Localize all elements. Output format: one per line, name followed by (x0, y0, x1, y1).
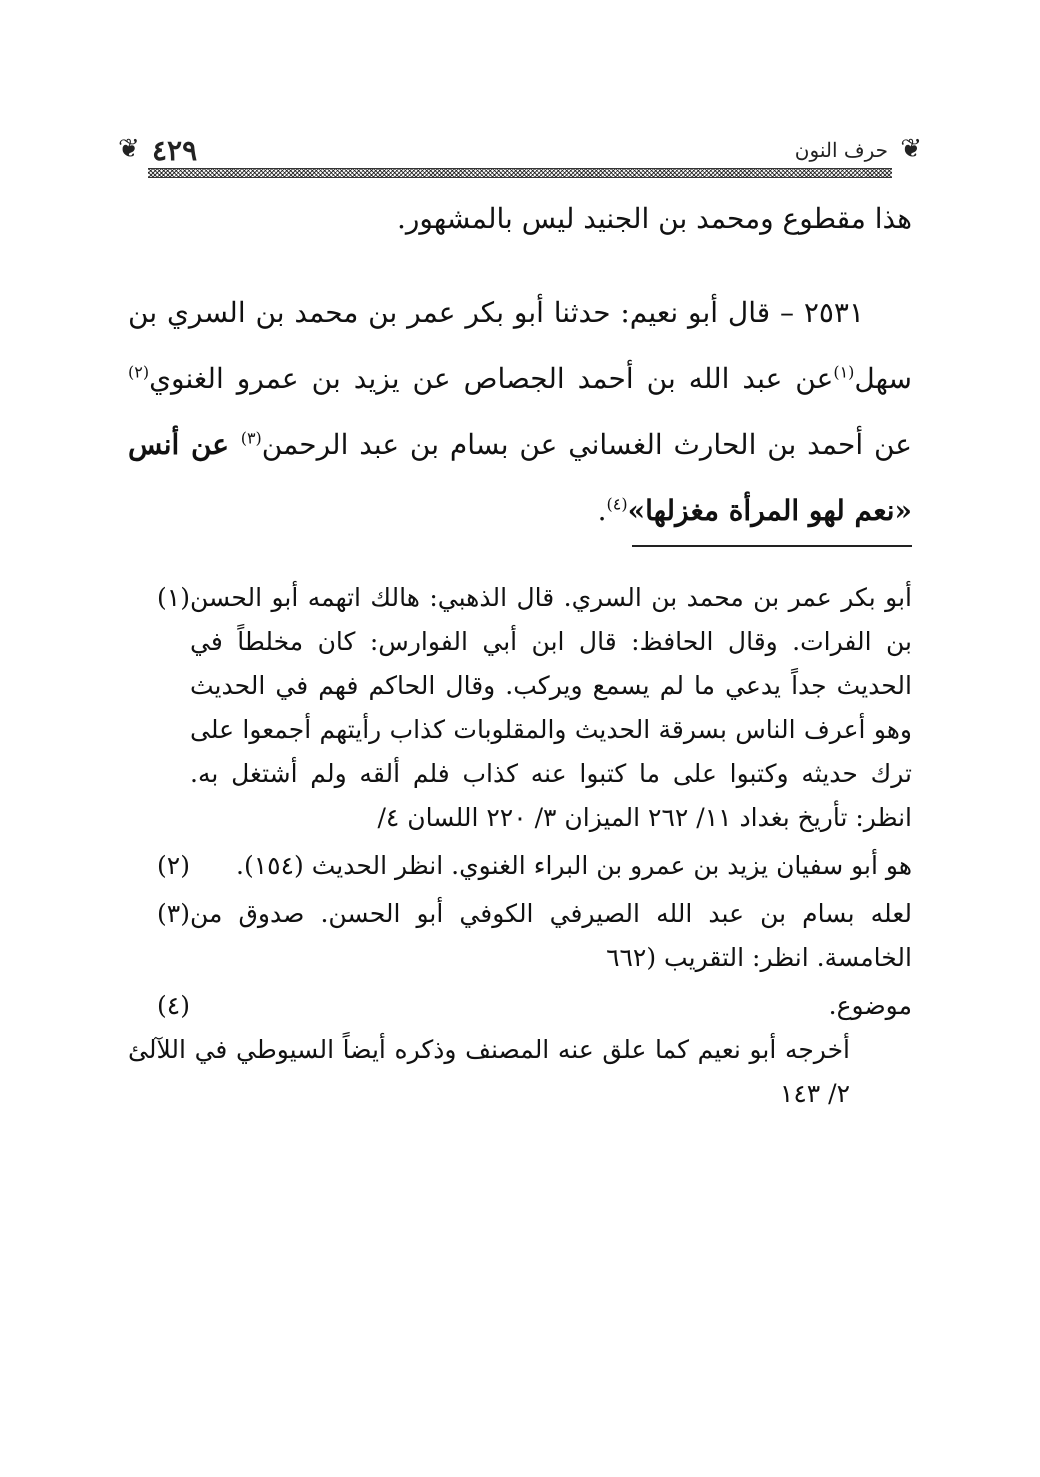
footnote-text: لعله بسام بن عبد الله الصيرفي الكوفي أبو الحسن. صدوق من الخامسة. انظر: التقريب (٦٦٢ (190, 899, 912, 972)
header-rule (148, 168, 892, 178)
footnote-ref[interactable]: (٣) (240, 428, 262, 448)
hadith-text (128, 280, 912, 544)
footnote-ref[interactable]: (١) (833, 362, 855, 382)
hadith-isnad-part: ٢٥٣١ – قال أبو نعيم: حدثنا أبو بكر عمر بن محمد بن السري بن سهل (128, 296, 912, 395)
footnote-item (128, 844, 912, 888)
hadith-isnad-part: عن عبد الله بن أحمد الجصاص عن يزيد بن عمرو الغنوي (149, 362, 834, 395)
chapter-title: حرف النون (794, 138, 888, 162)
footnote-ref[interactable]: (٢) (128, 362, 150, 382)
paragraph-text: هذا مقطوع ومحمد بن الجنيد ليس بالمشهور. (396, 202, 912, 235)
page-header (118, 128, 922, 178)
footnote-number: (٤) (157, 991, 190, 1020)
hadith-narrator: عن أنس (128, 428, 241, 461)
hadith-isnad-part: عن أحمد بن الحارث الغساني عن بسام بن عبد الرحمن (261, 428, 913, 461)
footnote-continuation: أخرجه أبو نعيم كما علق عنه المصنف وذكره أيضاً السيوطي في اللآلئ ٢/ ١٤٣ (128, 1035, 850, 1108)
ornament-icon: ❦ (900, 134, 922, 164)
footnote-ref[interactable]: (٤) (606, 494, 628, 514)
footnote-text: أبو بكر عمر بن محمد بن السري. قال الذهبي: هالك اتهمه أبو الحسن بن الفرات. وقال الحافظ: قال ابن أبي الفوارس: كان مخلطاً في الحديث جداً يدعي ما لم يسمع ويركب. وقال الحاكم فهم في الحديث وهو أعرف الناس بسرقة الحديث والمقلوبات كذاب رأيتهم أجمعوا على ترك حديثه وكتبوا على ما كتبوا عنه كذاب فلم ألقه ولم أشتغل به. انظر: تأريخ بغداد ١١/ ٢٦٢ الميزان ٣/ ٢٢٠ اللسان ٤/ (190, 583, 912, 832)
footnote-separator (632, 545, 912, 547)
main-text-first (128, 186, 912, 252)
footnote-number: (١) (157, 583, 190, 612)
footnote-item (128, 984, 912, 1028)
hadith-end: . (597, 494, 607, 527)
page-number: ٤٢٩ (152, 134, 198, 167)
footnote-number: (٢) (157, 851, 190, 880)
footnote-item (128, 892, 912, 980)
footnotes (128, 576, 912, 1116)
footnote-number: (٣) (157, 899, 190, 928)
hadith-paragraph (128, 280, 912, 544)
footnote-text: هو أبو سفيان يزيد بن عمرو بن البراء الغنوي. انظر الحديث (١٥٤). (236, 851, 912, 880)
hadith-matn: «نعم لهو المرأة مغزلها» (627, 494, 912, 527)
ornament-icon: ❦ (118, 134, 140, 164)
footnote-item (128, 576, 912, 840)
footnote-text: موضوع. (828, 991, 912, 1020)
